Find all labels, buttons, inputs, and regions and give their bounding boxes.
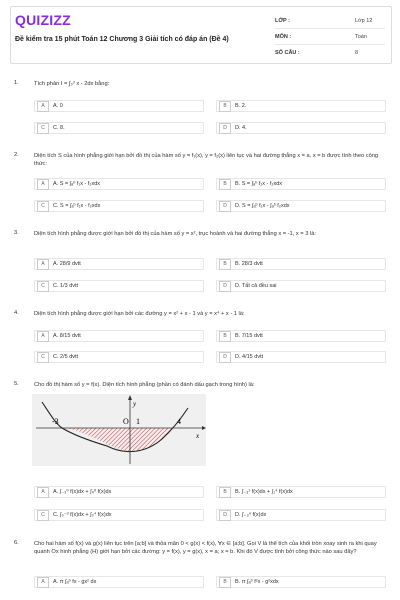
option-badge: D: [219, 510, 231, 521]
option-b[interactable]: [216, 576, 386, 588]
option-badge: A: [37, 331, 49, 342]
option-b[interactable]: [216, 330, 386, 342]
option-text: A. π ∫ₐᵇ fx - gx² dx: [53, 579, 97, 585]
option-badge: D: [219, 352, 231, 363]
option-d[interactable]: [216, 280, 386, 292]
question-number: 4.: [14, 310, 19, 316]
option-text: A. S = ∫ₐᵇ f₁x - f₂xdx: [53, 181, 101, 187]
question-text: Tích phân I = ∫₀³ x - 2dx bằng:: [34, 81, 110, 87]
option-a[interactable]: [34, 486, 204, 498]
option-badge: A: [37, 259, 49, 270]
option-badge: B: [219, 179, 231, 190]
option-c[interactable]: [34, 351, 204, 363]
meta-value: 8: [355, 49, 359, 56]
option-c[interactable]: [34, 200, 204, 212]
option-text: C. 1/3 dvtt: [53, 283, 79, 289]
meta-row-class: [275, 13, 385, 29]
option-b[interactable]: [216, 258, 386, 270]
option-a[interactable]: [34, 258, 204, 270]
option-a[interactable]: [34, 330, 204, 342]
option-d[interactable]: [216, 351, 386, 363]
question-text: Cho đồ thị hàm số y = f(x). Diện tích hình phẳng (phần có đánh dấu gạch trong hình) là:: [34, 382, 255, 388]
option-badge: D: [219, 201, 231, 212]
option-text: C. ∫₀⁻³ f(x)dx + ∫₀⁴ f(x)dx: [53, 512, 112, 518]
option-d[interactable]: [216, 200, 386, 212]
question-number: 2.: [14, 152, 19, 158]
option-text: C. 2/5 dvtt: [53, 354, 79, 360]
option-a[interactable]: [34, 178, 204, 190]
function-graph: [32, 394, 206, 466]
option-text: B. 28/3 dvtt: [235, 261, 263, 267]
meta-panel: [275, 13, 385, 60]
option-badge: B: [219, 259, 231, 270]
option-text: A. 0: [53, 103, 63, 109]
origin-label: O: [123, 417, 129, 426]
question-number: 1.: [14, 80, 19, 86]
meta-label: LỚP :: [275, 17, 290, 24]
option-badge: C: [37, 281, 49, 292]
tick-label-neg3: -3: [52, 417, 59, 426]
option-badge: C: [37, 510, 49, 521]
option-badge: C: [37, 352, 49, 363]
option-badge: D: [219, 281, 231, 292]
tick-label-4: 4: [177, 417, 181, 426]
option-badge: B: [219, 331, 231, 342]
meta-value: Lớp 12: [355, 17, 373, 24]
worksheet-header: [10, 6, 392, 64]
option-c[interactable]: [34, 280, 204, 292]
meta-row-subject: [275, 29, 385, 45]
option-b[interactable]: [216, 100, 386, 112]
option-badge: A: [37, 577, 49, 588]
option-badge: D: [219, 123, 231, 134]
option-text: A. 28/9 dvtt: [53, 261, 81, 267]
question-text: Diện tích S của hình phẳng giới hạn bởi đồ thị của hàm số y = f₁(x), y = f₂(x) liên tục và hai đường thẳng x = a, x = b được tính theo công thức:: [34, 153, 379, 167]
meta-value: Toán: [355, 33, 367, 40]
option-badge: A: [37, 101, 49, 112]
question-text: Diện tích hình phẳng được giới hạn bởi đồ thị của hàm số y = x², trục hoành và hai đường thẳng x = -1, x = 3 là:: [34, 231, 316, 237]
question-text: Cho hai hàm số f(x) và g(x) liên tục trên [a;b] và thỏa mãn 0 < g(x) < f(x), ∀x ∈ [a;b]. Gọi V là thể tích của khối tròn xoay sinh ra khi quay quanh Ox hình phẳng (H) giới hạn bởi các đường: y = f(x), y = g(x), x = a; x = b. Khi đó V được tính bởi công thức nào sau đây?: [34, 541, 377, 555]
option-text: A. 8/15 dvtt: [53, 333, 81, 339]
option-text: D. 4/15 dvtt: [235, 354, 264, 360]
tick-label-1: 1: [136, 417, 140, 426]
option-text: D. 4.: [235, 125, 247, 131]
meta-row-count: [275, 45, 385, 60]
page-title: Đề kiểm tra 15 phút Toán 12 Chương 3 Giải tích có đáp án (Đề 4): [15, 36, 229, 43]
option-text: B. π ∫ₐᵇ f²x - g²xdx: [235, 579, 279, 585]
question-text: Diện tích hình phẳng được giới hạn bởi các đường y = x² + x - 1 và y = x⁴ + x - 1 là:: [34, 311, 245, 317]
option-text: B. ∫₋₃¹ f(x)dx + ∫₁⁴ f(x)dx: [235, 489, 293, 495]
option-text: C. 8.: [53, 125, 65, 131]
option-badge: B: [219, 577, 231, 588]
option-d[interactable]: [216, 509, 386, 521]
option-badge: B: [219, 101, 231, 112]
option-badge: C: [37, 123, 49, 134]
option-a[interactable]: [34, 100, 204, 112]
option-badge: A: [37, 179, 49, 190]
option-text: D. ∫₋₃⁴ f(x)dx: [235, 512, 267, 518]
option-d[interactable]: [216, 122, 386, 134]
option-text: A. ∫₋₃⁰ f(x)dx + ∫₄⁰ f(x)dx: [53, 489, 112, 495]
meta-label: SỐ CÂU :: [275, 49, 300, 56]
option-text: B. 2.: [235, 103, 247, 109]
y-axis-label: y: [133, 400, 137, 408]
option-text: D. S = ∫ₐᵇ f₁x - ∫ₐᵇ f₂xdx: [235, 203, 290, 209]
option-c[interactable]: [34, 509, 204, 521]
question-number: 3.: [14, 230, 19, 236]
option-text: C. S = ∫ₐᵇ f₁x - f₂xdx: [53, 203, 101, 209]
question-number: 6.: [14, 540, 19, 546]
option-text: D. Tất cả đều sai: [235, 283, 277, 289]
option-a[interactable]: [34, 576, 204, 588]
option-text: B. 7/15 dvtt: [235, 333, 263, 339]
option-c[interactable]: [34, 122, 204, 134]
option-b[interactable]: [216, 178, 386, 190]
option-b[interactable]: [216, 486, 386, 498]
quizizz-logo: QUIZIZZ: [15, 12, 71, 28]
question-number: 5.: [14, 381, 19, 387]
option-badge: B: [219, 487, 231, 498]
x-axis-label: x: [196, 432, 200, 440]
option-badge: C: [37, 201, 49, 212]
option-badge: A: [37, 487, 49, 498]
meta-label: MÔN :: [275, 33, 292, 40]
option-text: B. S = ∫ₐᵇ f₁x - f₂xdx: [235, 181, 283, 187]
